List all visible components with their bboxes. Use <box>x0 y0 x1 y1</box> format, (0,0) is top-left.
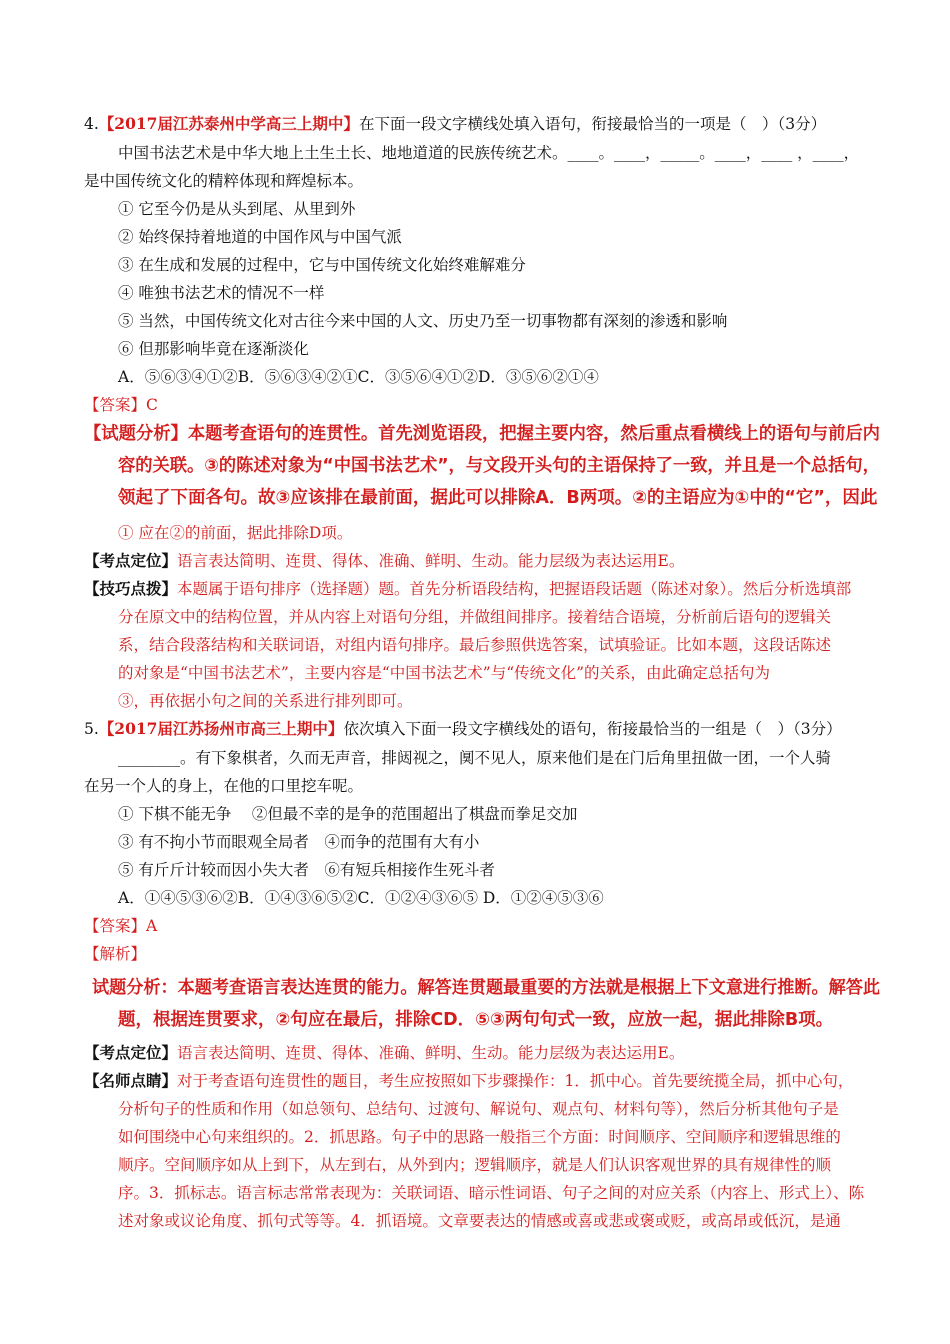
q4-option-3: ③ 在生成和发展的过程中，它与中国传统文化始终难解难分 <box>118 256 526 274</box>
q5-mingshi-line-1 <box>84 1071 853 1091</box>
q4-kaodian-tag: 【考点定位】 <box>84 551 178 570</box>
q4-analysis-line-4: ① 应在②的前面，据此排除D项。 <box>118 524 353 542</box>
q4-analysis-line-2: 容的关联。③的陈述对象为“中国书法艺术”，与文段开头句的主语保持了一致，并且是一个总括句， <box>118 456 880 476</box>
q5-jiexi-tag: 【解析】 <box>84 945 147 963</box>
q5-kaodian <box>84 1043 684 1063</box>
q4-kaodian-text: 语言表达简明、连贯、得体、准确、鲜明、生动。能力层级为表达运用E。 <box>177 552 685 570</box>
q4-option-4: ④ 唯独书法艺术的情况不一样 <box>118 284 325 302</box>
q5-source: 【2017届江苏扬州市高三上期中】 <box>98 719 344 738</box>
q4-jiqiao-line-4: 的对象是“中国书法艺术”，主要内容是“中国书法艺术”与“传统文化”的关系，由此确定总括句为 <box>118 664 771 682</box>
q4-jiqiao-line-5: ③，再依据小句之间的关系进行排列即可。 <box>118 692 413 710</box>
q4-choices: A．⑤⑥③④①②B．⑤⑥③④②①C．③⑤⑥④①②D．③⑤⑥②①④ <box>118 368 599 386</box>
q4-kaodian <box>84 551 684 571</box>
q4-answer: 【答案】C <box>84 396 158 414</box>
q5-option-line-3: ⑤ 有斤斤计较而因小失大者 ⑥有短兵相接作生死斗者 <box>118 861 495 879</box>
q4-jiqiao-line-1 <box>84 579 851 599</box>
q5-option-line-2: ③ 有不拘小节而眼观全局者 ④而争的范围有大有小 <box>118 833 480 851</box>
q5-analysis-line-1: 试题分析：本题考查语言表达连贯的能力。解答连贯题最重要的方法就是根据上下文意进行推断。解答此 <box>92 978 881 998</box>
q5-analysis-line-2: 题，根据连贯要求，②句应在最后，排除CD．⑤③两句句式一致，应放一起，据此排除B项。 <box>118 1010 834 1030</box>
q4-option-5: ⑤ 当然，中国传统文化对古往今来中国的人文、历史乃至一切事物都有深刻的渗透和影响 <box>118 312 728 330</box>
q5-option-line-1: ① 下棋不能无争 ②但最不幸的是争的范围超出了棋盘而拳足交加 <box>118 805 578 823</box>
q5-kaodian-text: 语言表达简明、连贯、得体、准确、鲜明、生动。能力层级为表达运用E。 <box>177 1044 685 1062</box>
q4-source: 【2017届江苏泰州中学高三上期中】 <box>98 114 359 133</box>
q5-mingshi-line-6: 述对象或议论角度、抓句式等等。4．抓语境。文章要表达的情感或喜或悲或褒或贬，或高昂或低沉，是通 <box>118 1212 841 1230</box>
q4-stem <box>84 114 826 134</box>
q4-jiqiao-text: 本题属于语句排序（选择题）题。首先分析语段结构，把握语段话题（陈述对象）。然后分析选填部 <box>177 580 852 598</box>
q4-stem-text: 在下面一段文字横线处填入语句，衔接最恰当的一项是（ ）（3分） <box>358 115 827 133</box>
q4-number: 4. <box>84 115 99 133</box>
q5-mingshi-line-4: 顺序。空间顺序如从上到下，从左到右，从外到内；逻辑顺序，就是人们认识客观世界的具有规律性的顺 <box>118 1156 832 1174</box>
q4-analysis-line-3: 领起了下面各句。故③应该排在最前面，据此可以排除A．B两项。②的主语应为①中的“它”，因此 <box>118 488 878 508</box>
q5-choices: A．①④⑤③⑥②B．①④③⑥⑤②C．①②④③⑥⑤ D．①②④⑤③⑥ <box>118 889 604 907</box>
q4-option-1: ① 它至今仍是从头到尾、从里到外 <box>118 200 356 218</box>
q5-stem-text: 依次填入下面一段文字横线处的语句，衔接最恰当的一组是（ ）（3分） <box>343 720 842 738</box>
q4-analysis-line-1: 【试题分析】本题考查语句的连贯性。首先浏览语段，把握主要内容，然后重点看横线上的语句与前后内 <box>84 424 880 444</box>
q4-option-2: ② 始终保持着地道的中国作风与中国气派 <box>118 228 402 246</box>
q4-jiqiao-line-3: 系，结合段落结构和关联词语，对组内语句排序。最后参照供选答案，试填验证。比如本题，这段话陈述 <box>118 636 832 654</box>
q5-mingshi-tag: 【名师点睛】 <box>84 1071 178 1090</box>
q5-mingshi-line-2: 分析句子的性质和作用（如总领句、总结句、过渡句、解说句、观点句、材料句等），然后分析其他句子是 <box>118 1100 839 1118</box>
q5-answer: 【答案】A <box>84 917 158 935</box>
q5-kaodian-tag: 【考点定位】 <box>84 1043 178 1062</box>
q4-passage-line-2: 是中国传统文化的精粹体现和辉煌标本。 <box>84 172 364 190</box>
q4-jiqiao-tag: 【技巧点拨】 <box>84 579 178 598</box>
q5-stem <box>84 719 842 739</box>
q5-mingshi-text: 对于考查语句连贯性的题目，考生应按照如下步骤操作：1．抓中心。首先要统揽全局，抓中心句， <box>177 1072 854 1090</box>
q5-mingshi-line-5: 序。3．抓标志。语言标志常常表现为：关联词语、暗示性词语、句子之间的对应关系（内容上、形式上）、陈 <box>118 1184 865 1202</box>
q5-mingshi-line-3: 如何围绕中心句来组织的。2．抓思路。句子中的思路一般指三个方面：时间顺序、空间顺序和逻辑思维的 <box>118 1128 841 1146</box>
q5-passage-line-2: 在另一个人的身上，在他的口里挖车呢。 <box>84 777 364 795</box>
q5-number: 5. <box>84 720 99 738</box>
q4-option-6: ⑥ 但那影响毕竟在逐渐淡化 <box>118 340 309 358</box>
q4-jiqiao-line-2: 分在原文中的结构位置，并从内容上对语句分组，并做组间排序。接着结合语境，分析前后语句的逻辑关 <box>118 608 832 626</box>
q4-passage-line-1: 中国书法艺术是中华大地上土生土长、地地道道的民族传统艺术。____。____，_____。____，____ ，____， <box>118 144 860 162</box>
q5-passage-line-1: ________。有下象棋者，久而无声音，排闼视之，阒不见人，原来他们是在门后角里扭做一团，一个人骑 <box>118 749 832 767</box>
